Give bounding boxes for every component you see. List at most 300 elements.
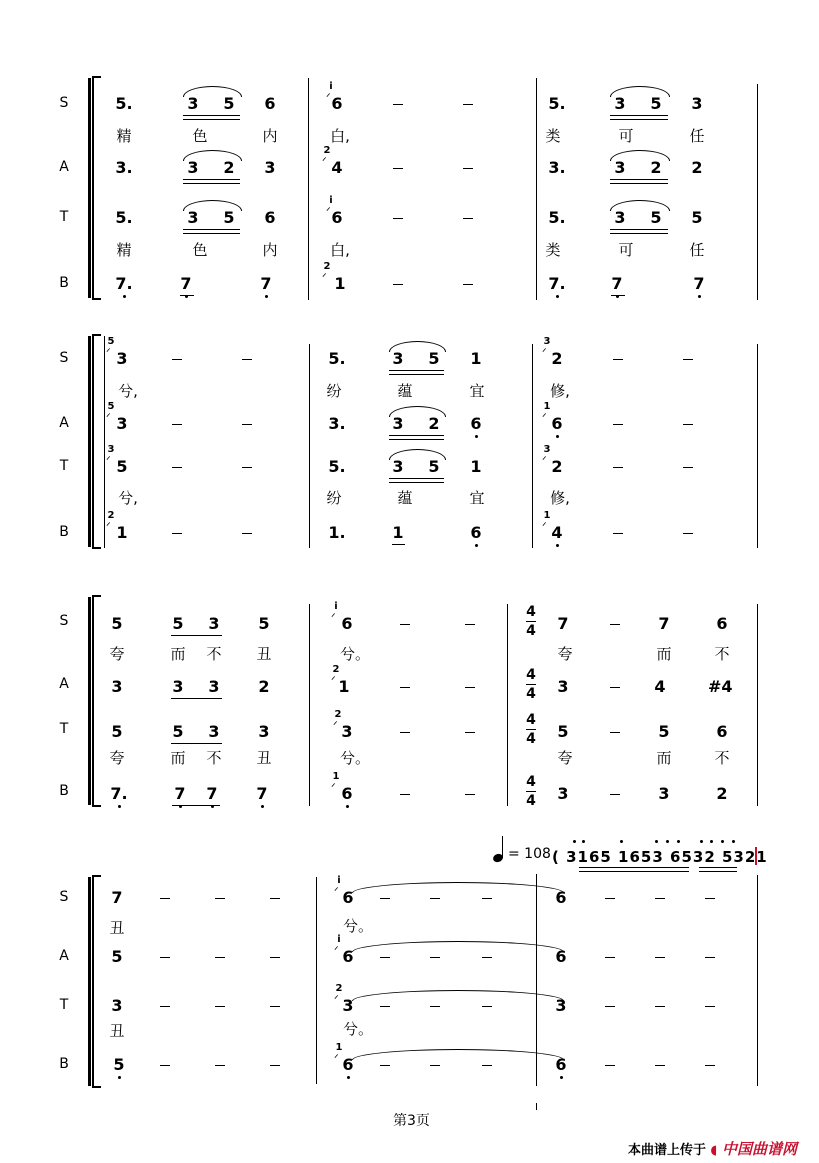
time-signature-bottom: 4 [526,686,536,702]
grace-flag-icon: ᐟ [331,611,336,624]
lyric: 兮。 [343,1020,374,1038]
sustain-dash [463,168,473,169]
beam-underline [579,867,617,868]
grace-flag-icon: ᐟ [542,454,547,467]
lyric: 白, [330,127,350,145]
note: 5. [328,349,346,368]
note: 6 [342,947,354,966]
sustain-dash [270,1065,280,1066]
note: 6 [470,523,482,542]
sustain-dash [270,957,280,958]
note: 5 [172,722,184,741]
note: 3 [614,94,626,113]
note: 7. [548,274,566,293]
sustain-dash [242,467,252,468]
note: 2 [223,158,235,177]
grace-flag-icon: ᐟ [331,674,336,687]
sustain-dash [400,624,410,625]
sustain-dash [705,1006,715,1007]
lyric: 精 [116,127,132,145]
beam-underline [183,233,240,234]
lyric: 蕴 [397,382,413,400]
grace-note: 1 [543,510,551,521]
grace-flag-icon: ᐟ [106,454,111,467]
lyric: 修, [550,382,570,400]
barline [532,344,533,548]
sustain-dash [215,1065,225,1066]
grace-note: i [337,875,341,886]
sustain-dash [393,218,403,219]
sustain-dash [242,533,252,534]
lyric: 不 [714,749,730,767]
octave-dot-above [582,840,585,843]
voice-label-s: S [59,95,69,111]
sustain-dash [482,898,492,899]
lyric: 任 [689,241,705,259]
lyric: 精 [116,241,132,259]
sustain-dash [605,1065,615,1066]
grace-note: 2 [323,261,331,272]
grace-flag-icon: ᐟ [106,411,111,424]
note: 1 [470,349,482,368]
barline [536,78,537,300]
grace-flag-icon: ᐟ [333,719,338,732]
lyric: 而 [656,749,672,767]
slur-arc [610,200,670,211]
lyric: 丑 [256,749,272,767]
slur-arc [610,150,670,161]
lyric: 纷 [326,489,342,507]
note: 5 [111,947,123,966]
note: 3 [172,677,184,696]
grace-note: 2 [332,664,340,675]
sustain-dash [400,732,410,733]
beam-underline [171,698,222,699]
note: 3 [187,208,199,227]
sustain-dash [270,1006,280,1007]
note: 7 [557,614,569,633]
sustain-dash [393,104,403,105]
grace-note: i [334,601,338,612]
note: 7 [658,614,670,633]
note: 7. [115,274,133,293]
barline [309,604,310,806]
note: 3 [691,94,703,113]
beam-underline [389,439,444,440]
lyric: 兮。 [343,917,374,935]
note: 3 [557,677,569,696]
watermark-site: 中国曲谱网 [721,1140,797,1158]
voice-label-t: T [59,997,69,1013]
system-bracket [88,597,91,805]
octave-dot-below [560,1076,563,1079]
sustain-dash [655,1006,665,1007]
lyric: 而 [656,645,672,663]
voice-label-b: B [59,275,69,291]
note: 3. [328,414,346,433]
lyric: 不 [206,749,222,767]
time-signature-bottom: 4 [526,731,536,747]
note: 5 [223,94,235,113]
slur-arc [352,941,564,952]
grace-note: 2 [323,145,331,156]
grace-note: 2 [107,510,115,521]
note: 3 [658,784,670,803]
beam-underline [172,805,220,806]
lyric: 兮。 [340,645,371,663]
sustain-dash [705,898,715,899]
note: 6 [342,888,354,907]
note: 5 [658,722,670,741]
lyric: 宜 [469,489,485,507]
sustain-dash [215,898,225,899]
sustain-dash [463,284,473,285]
octave-dot-above [732,840,735,843]
grace-flag-icon: ᐟ [334,885,339,898]
voice-label-s: S [59,889,69,905]
site-logo-icon: ◖ [710,1143,718,1158]
note: 3 [116,414,128,433]
tempo-mark: = 108 [508,846,551,862]
note: 3 [392,457,404,476]
grace-flag-icon: ᐟ [322,155,327,168]
sustain-dash [465,794,475,795]
sustain-dash [215,1006,225,1007]
grace-note: 5 [107,336,115,347]
grace-note: 1 [335,1042,343,1053]
note: 2 [691,158,703,177]
beam-underline [610,183,668,184]
lyric: 丑 [256,645,272,663]
lyric: 夸 [109,645,125,663]
quarter-note-stem [502,836,503,858]
note: 5 [428,349,440,368]
grace-flag-icon: ᐟ [331,781,336,794]
sustain-dash [430,1065,440,1066]
note: #4 [708,677,733,696]
grace-flag-icon: ᐟ [106,520,111,533]
slur-arc [389,406,446,417]
sustain-dash [465,687,475,688]
octave-dot-below [698,295,701,298]
sustain-dash [400,687,410,688]
note: 5. [328,457,346,476]
grace-flag-icon: ᐟ [106,346,111,359]
time-signature-line [526,729,536,730]
octave-dot-below [346,805,349,808]
note: 2 [551,457,563,476]
octave-dot-above [655,840,658,843]
lyric: 宜 [469,382,485,400]
note: 5 [111,614,123,633]
sustain-dash [215,957,225,958]
note: 3 [208,722,220,741]
lyric: 丑 [109,1022,125,1040]
sustain-dash [380,898,390,899]
octave-dot-below [265,295,268,298]
grace-note: i [329,81,333,92]
note: 2 [551,349,563,368]
note: 7 [180,274,192,293]
note: 3 [557,784,569,803]
voice-label-t: T [59,209,69,225]
sustain-dash [270,898,280,899]
time-signature-line [526,621,536,622]
voice-label-a: A [59,676,69,692]
octave-dot-above [721,840,724,843]
note: 6 [716,722,728,741]
barline [757,344,758,548]
note: 3 [264,158,276,177]
system-bracket-hook [92,595,101,807]
note: 7 [111,888,123,907]
note: 3. [548,158,566,177]
octave-dot-above [700,840,703,843]
grace-flag-icon: ᐟ [542,411,547,424]
note: 3 [614,158,626,177]
beam-underline [389,370,444,371]
time-signature-line [526,684,536,685]
lyric: 纷 [326,382,342,400]
beam-underline [610,179,668,180]
note: 6 [555,1055,567,1074]
grace-flag-icon: ᐟ [334,993,339,1006]
sustain-dash [655,898,665,899]
note: 1 [470,457,482,476]
note: 4 [654,677,666,696]
slur-arc [352,1049,564,1060]
lyric: 兮, [118,382,138,400]
sustain-dash [605,1006,615,1007]
page-number: 第3页 [393,1113,430,1129]
octave-dot-below [556,435,559,438]
octave-dot-above [620,840,623,843]
lyric: 兮, [118,489,138,507]
beam-underline [611,295,625,296]
lyric: 内 [262,127,278,145]
beam-underline [389,374,444,375]
sustain-dash [430,898,440,899]
note: 7 [260,274,272,293]
beam-underline [699,871,737,872]
system-bracket [88,877,91,1086]
note: 3 [392,414,404,433]
note: 3 [258,722,270,741]
beam-underline [183,183,240,184]
grace-note: i [337,934,341,945]
sustain-dash [400,794,410,795]
sustain-dash [430,1006,440,1007]
voice-label-t: T [59,458,69,474]
grace-note: 3 [543,444,551,455]
barline [507,604,508,806]
watermark-text: 本曲谱上传于 [628,1143,707,1158]
note: 7 [206,784,218,803]
octave-dot-below [475,435,478,438]
note: 3 [208,677,220,696]
lyric: 色 [192,241,208,259]
lyric: 夸 [109,749,125,767]
time-signature-top: 4 [526,604,536,620]
note: 5. [548,94,566,113]
voice-label-s: S [59,350,69,366]
note: 5 [111,722,123,741]
system-bracket-hook [92,334,101,549]
note: 5 [113,1055,125,1074]
voice-label-b: B [59,783,69,799]
note: 3 [187,158,199,177]
sustain-dash [172,533,182,534]
grace-note: 2 [334,709,342,720]
voice-label-a: A [59,159,69,175]
note: 4 [551,523,563,542]
note: 5 [223,208,235,227]
beam-underline [183,229,240,230]
note: 7 [693,274,705,293]
sustain-dash [613,424,623,425]
sustain-dash [172,424,182,425]
slur-arc [352,990,564,1001]
grace-note: 1 [332,771,340,782]
octave-dot-below [556,295,559,298]
barline [308,78,309,300]
note: 1 [116,523,128,542]
sustain-dash [683,533,693,534]
slur-arc [389,449,446,460]
note: 6 [331,94,343,113]
sustain-dash [613,533,623,534]
note: 5 [428,457,440,476]
note: 7 [174,784,186,803]
note: 7. [110,784,128,803]
octave-dot-below [118,805,121,808]
sustain-dash [172,359,182,360]
grace-flag-icon: ᐟ [326,205,331,218]
lyric: 不 [206,645,222,663]
beam-underline [171,635,222,636]
octave-dot-above [710,840,713,843]
beam-underline [183,119,240,120]
slur-arc [183,200,242,211]
note: 3 [614,208,626,227]
note: 6 [342,1055,354,1074]
note: 6 [716,614,728,633]
sustain-dash [160,957,170,958]
sustain-dash [393,168,403,169]
grace-note: i [329,195,333,206]
lyric: 修, [550,489,570,507]
note: 1 [334,274,346,293]
note: 5 [557,722,569,741]
lyric: 类 [545,127,561,145]
note: 2 [428,414,440,433]
barline [309,344,310,548]
note: 6 [264,94,276,113]
grace-flag-icon: ᐟ [334,1052,339,1065]
lyric: 色 [192,127,208,145]
note: 5 [172,614,184,633]
lyric: 而 [170,645,186,663]
note: 6 [551,414,563,433]
beam-underline [610,229,668,230]
lyric: 丑 [109,919,125,937]
grace-flag-icon: ᐟ [326,91,331,104]
beam-underline [389,435,444,436]
lyric: 内 [262,241,278,259]
note: 3 [111,677,123,696]
sustain-dash [482,1065,492,1066]
sustain-dash [380,1006,390,1007]
note: 5 [691,208,703,227]
octave-dot-below [123,295,126,298]
grace-note: 3 [543,336,551,347]
system-bracket [88,78,91,298]
sustain-dash [465,624,475,625]
voice-label-b: B [59,1056,69,1072]
note: 3 [342,996,354,1015]
note: 1 [338,677,350,696]
octave-dot-above [677,840,680,843]
grace-flag-icon: ᐟ [542,346,547,359]
note: 6 [264,208,276,227]
beam-underline [183,179,240,180]
time-signature-bottom: 4 [526,623,536,639]
octave-dot-below [475,544,478,547]
system-start-line [104,336,105,548]
beam-underline [183,115,240,116]
beam-underline [651,871,689,872]
system-bracket-hook [92,875,101,1088]
sustain-dash [160,1065,170,1066]
beam-underline [610,115,668,116]
grace-flag-icon: ᐟ [334,944,339,957]
sustain-dash [683,424,693,425]
sustain-dash [655,957,665,958]
grace-note: 3 [107,444,115,455]
note: 3 [111,996,123,1015]
sustain-dash [610,732,620,733]
slur-arc [610,86,670,97]
note: 6 [555,888,567,907]
grace-flag-icon: ᐟ [542,520,547,533]
grace-flag-icon: ᐟ [322,271,327,284]
slur-arc [352,882,564,893]
sustain-dash [613,359,623,360]
note: 6 [341,614,353,633]
octave-dot-above [666,840,669,843]
sustain-dash [610,794,620,795]
beam-underline [610,233,668,234]
sustain-dash [463,218,473,219]
beam-underline [610,119,668,120]
watermark [628,1138,797,1159]
beam-underline [389,482,444,483]
octave-dot-below [556,544,559,547]
note: 2 [650,158,662,177]
voice-label-a: A [59,415,69,431]
note: 7 [611,274,623,293]
beam-underline [615,867,653,868]
note: 5 [650,208,662,227]
note: 6 [341,784,353,803]
note: 3 [555,996,567,1015]
lyric: 可 [618,127,634,145]
note: 3 [392,349,404,368]
sustain-dash [705,957,715,958]
lyric: 类 [545,241,561,259]
sustain-dash [482,957,492,958]
note: 4 [331,158,343,177]
